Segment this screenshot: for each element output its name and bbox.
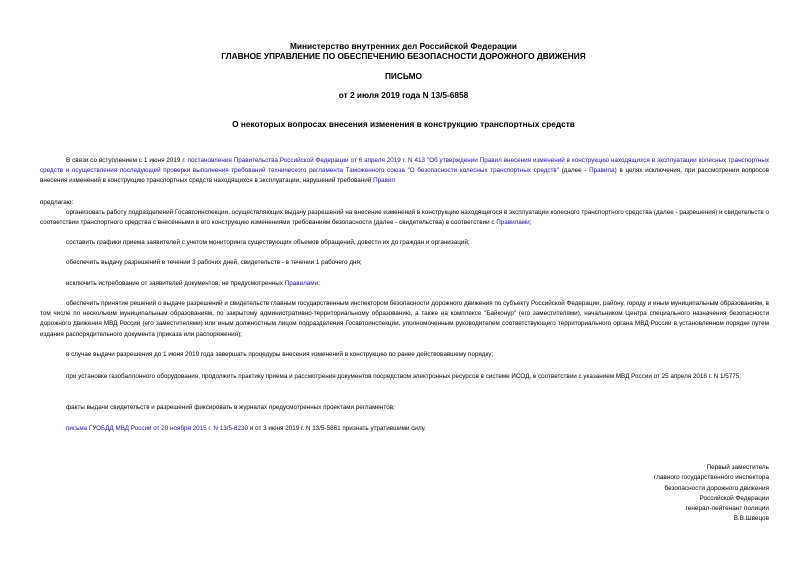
rules-link[interactable]: Правила [589,167,615,175]
rules-link-3[interactable]: Правилами [496,219,530,227]
signature-position-4: Российской Федерации [699,494,769,502]
item-decisions: обеспечить принятие решений о выдаче разрешений и свидетельств главным государственным инспектором безопасности дорожного движения по субъекту Российской Федерации, району, городу и иным муниципальным образованиям, в том числе по нескольким муниципальным образованиям, по закрытому административно-территориальному образованию, а также на комплексе "Байконур" (его заместителями), начальником Центра специального назначения безопасности дорожного движения МВД России (его заместителями) или иным должностным лицом подразделения Госавтоинспекции, уполномоченным руководителем соответствующего территориального органа МВД России в установленном порядке путем издания распорядительного документа (приказа или распоряжения); [40,300,769,338]
item-schedule: составить графики приема заявителей с учетом мониторинга существующих объемов обращений, довести их до граждан и организаций; [66,239,470,246]
item-exclude-end: ; [318,280,320,287]
item-deadlines: обеспечить выдачу разрешений в течении 3 рабочих дней, свидетельств - в течении 1 рабочего дня; [66,259,362,266]
item-before-june: в случае выдачи разрешения до 1 июня 2019 года завершать процедуры внесения изменений в конструкцию по ранее действовавшему порядку; [66,351,494,358]
intro-paragraph [40,156,769,187]
gu-obdd-letter-link[interactable]: письма ГУОБДД МВД России от 20 ноября 2015 г. N 13/5-8230 [66,425,249,432]
signature-position-1: Первый заместитель [706,464,769,471]
signature-block [654,463,769,525]
document-type: ПИСЬМО [384,71,423,81]
intro-text-middle: (далее - [559,167,590,175]
item-void-letters [40,424,769,434]
item-gas-equipment: при установке газобаллонного оборудования, продолжить практику приема и рассмотрения документов посредством электронных ресурсов в системе ИСОД, в соответствии с указанием МВД России от 25 апреля 2018 г. N 1/5775; [66,373,742,380]
rules-link-2[interactable]: Правил [373,177,396,185]
signature-position-2: главного государственного инспектора [653,474,769,482]
intro-text-start: В связи со вступлением с 1 июня 2019 г. [66,157,188,164]
department-title: ГЛАВНОЕ УПРАВЛЕНИЕ ПО ОБЕСПЕЧЕНИЮ БЕЗОПАСНОСТИ ДОРОЖНОГО ДВИЖЕНИЯ [221,51,586,61]
signature-name: В.В.Швецов [733,515,769,523]
item-exclude [40,279,769,289]
item-organize-text: организовать работу подразделений Госавтоинспекции, осуществляющих выдачу разрешений на внесение изменений в конструкцию находящегося в эксплуатации колесного транспортного средства (далее - разрешения) и свидетельств о соответствии транспортного средства с внесенными в его конструкцию изменениями требованиям безопасности (далее - свидетельства) в соответствии с [40,209,769,227]
proposal-label: предлагаю: [40,199,74,206]
ministry-title: Министерство внутренних дел Российской Федерации [289,41,517,51]
government-decree-link[interactable]: постановления Правительства Российской Федерации от 6 апреля 2019 г. N 413 "Об утверждении Правил внесения изменений в конструкцию находящихся в эксплуатации колесных транспортных средств и осуществления последующей проверки выполнения требований технического регламента Таможенного союза "О безопасности колесных транспортных средств" [40,157,770,175]
item-exclude-text: исключить истребование от заявителей документов, не предусмотренных [66,280,285,287]
signature-position-3: безопасности дорожного движения [664,484,769,492]
item-journals: факты выдачи свидетельств и разрешений фиксировать в журналах предусмотренных проектами регламентов; [66,404,395,411]
rules-link-4[interactable]: Правилами [284,280,319,287]
item-organize-end: ; [529,219,532,227]
document-date: от 2 июля 2019 года N 13/5-6858 [338,90,469,100]
item-void-text: и от 3 июня 2019 г. N 13/5-5861 признать утратившими силу. [248,425,426,432]
item-organize [40,208,769,228]
document-subject: О некоторых вопросах внесения изменения в конструкцию транспортных средств [232,119,575,129]
signature-rank: генерал-лейтенант полиции [685,505,769,513]
intro-text-end: ) в целях исключения, при рассмотрении вопросов внесения изменений в конструкцию транспортных средств находящихся в эксплуатации, нарушений требований [40,167,769,185]
